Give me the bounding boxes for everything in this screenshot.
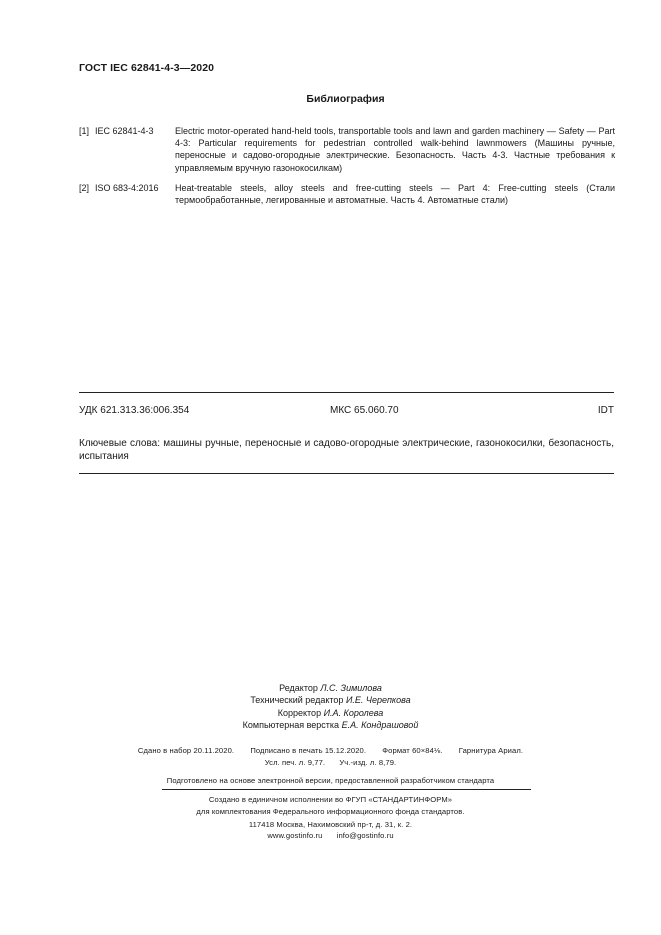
imprint-row-2 [0, 757, 661, 769]
credit-label: Компьютерная верстка [242, 720, 340, 731]
imprint-font: Гарнитура Ариал. [458, 746, 524, 755]
udk-code: УДК 621.313.36:006.354 [79, 405, 190, 416]
equivalence-badge: IDT [597, 405, 614, 416]
credit-name: И.Е. Черепкова [345, 695, 411, 706]
credit-label: Редактор [279, 683, 318, 693]
mks-code: МКС 65.060.70 [330, 405, 399, 416]
imprint-contacts [0, 830, 661, 842]
credit-name: Л.С. Зимилова [320, 683, 382, 693]
credit-layout [0, 719, 661, 731]
entry-code: ISO 683-4:2016 [95, 183, 159, 193]
document-header-title: ГОСТ IEC 62841-4-3—2020 [79, 62, 215, 74]
imprint-divider [162, 789, 531, 790]
divider-top [79, 392, 614, 393]
credit-editor [0, 682, 661, 694]
imprint-pub-sheets: Уч.-изд. л. 8,79. [339, 758, 397, 767]
divider-bottom [79, 473, 614, 474]
bibliography-entry-1 [79, 125, 615, 174]
classification-row [79, 405, 614, 419]
imprint-row-1 [0, 745, 661, 757]
credit-label: Технический редактор [250, 695, 344, 706]
credits-block [0, 682, 661, 732]
credit-label: Корректор [277, 707, 322, 718]
credit-corrector [0, 707, 661, 719]
entry-number: [2] [79, 183, 90, 193]
bibliography-entry-2 [79, 182, 615, 206]
entry-text: Heat-treatable steels, alloy steels and free-cutting steels — Part 4: Free-cutting steels (Стали термообработанные, легированные и автоматные. Часть 4. Автоматные стали) [175, 183, 615, 206]
bibliography-title [0, 93, 661, 105]
imprint-created-2: для комплектования Федерального информационного фонда стандартов. [196, 807, 465, 816]
imprint-signed: Подписано в печать 15.12.2020. [250, 746, 367, 755]
email-link[interactable]: info@gostinfo.ru [336, 831, 394, 840]
credit-tech-editor [0, 694, 661, 706]
imprint-format: Формат 60×84⅛. [382, 746, 443, 755]
imprint-submitted: Сдано в набор 20.11.2020. [137, 746, 235, 755]
keywords-text: Ключевые слова: машины ручные, переносные и садово-огородные электрические, газонокосилки, безопасность, испытания [79, 438, 614, 463]
entry-text: Electric motor-operated hand-held tools, transportable tools and lawn and garden machinery — Safety — Part 4-3: Particular requirements for pedestrian controlled walk-behind lawnmowers (Машины ручные, переносные и садово-огородные электрические. Безопасность. Часть 4-3. Частные требования к управляемым вручную газонокосилкам) [175, 126, 615, 173]
imprint-print-sheets: Усл. печ. л. 9,77. [264, 758, 326, 767]
imprint-created-1: Создано в единичном исполнении во ФГУП «СТАНДАРТИНФОРМ» [208, 795, 453, 804]
credit-name: И.А. Королева [323, 707, 384, 718]
imprint-address: 117418 Москва, Нахимовский пр-т, д. 31, к. 2. [248, 820, 413, 829]
website-link[interactable]: www.gostinfo.ru [267, 831, 323, 840]
credit-name: Е.А. Кондрашовой [341, 720, 419, 731]
entry-code: IEC 62841-4-3 [95, 126, 154, 136]
imprint-prepared: Подготовлено на основе электронной версии, предоставленной разработчиком стандарта [166, 776, 495, 785]
entry-number: [1] [79, 126, 90, 136]
bibliography-title-text: Библиография [306, 93, 385, 105]
